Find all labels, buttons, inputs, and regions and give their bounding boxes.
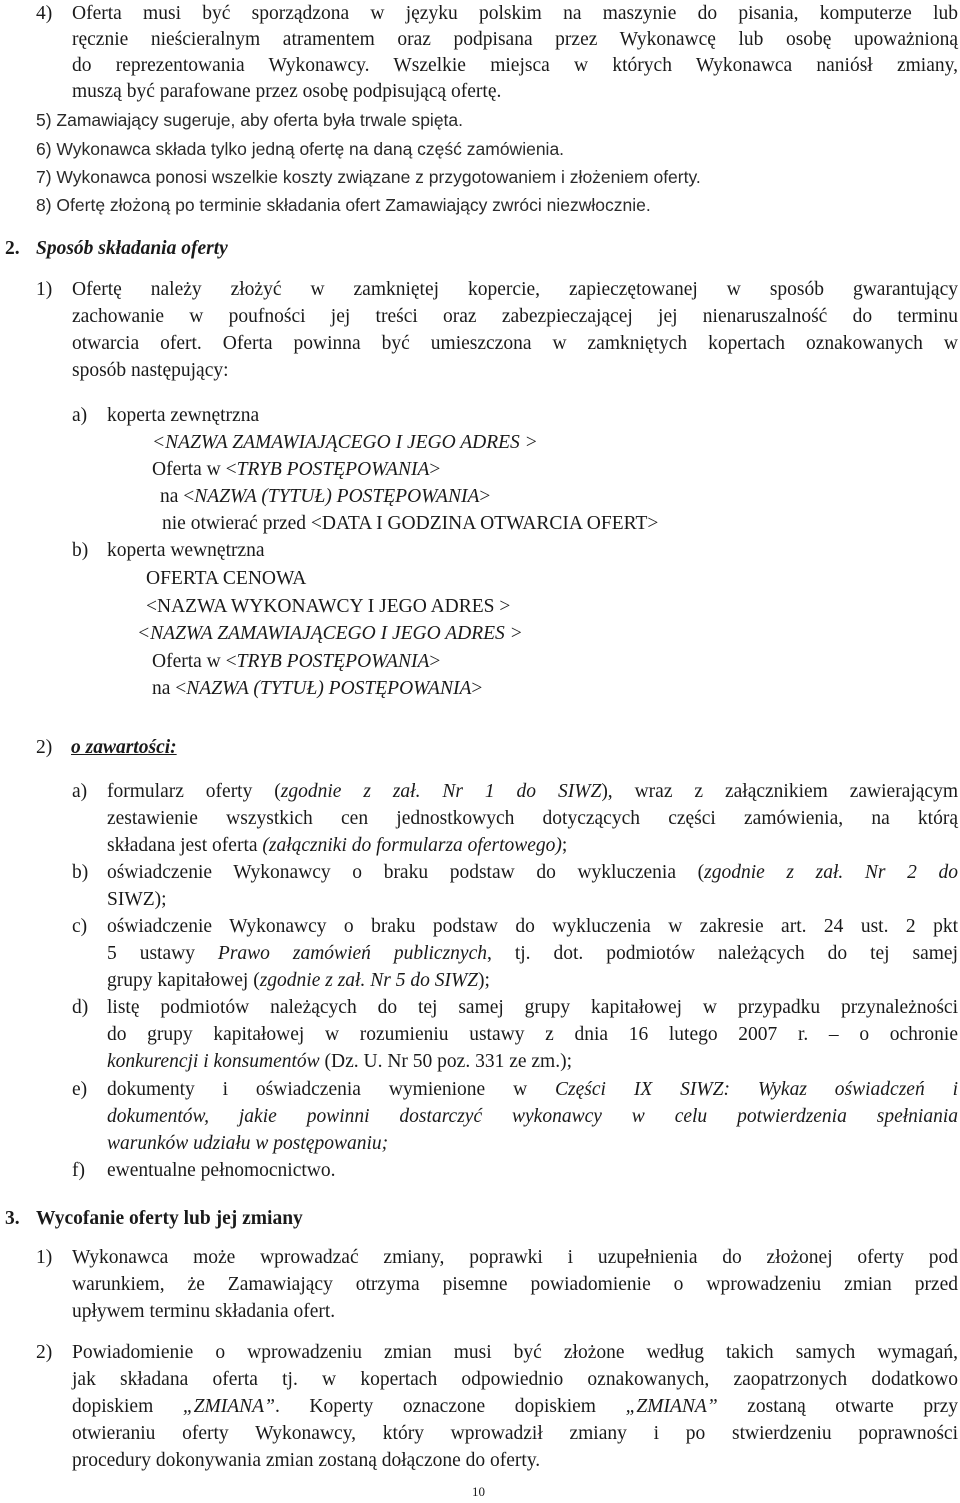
paragraph-line: otwieraniu oferty Wykonawcy, który wprowadził zmiany i po stwierdzeniu poprawności — [72, 1423, 958, 1444]
paragraph-line: ręcznie nieścieralnym atramentem oraz podpisana przez Wykonawcę lub osobę upoważnioną — [72, 29, 958, 50]
paragraph-line: upływem terminu składania ofert. — [72, 1301, 336, 1322]
paragraph-line: dokumentów, jakie powinni dostarczyć wykonawcy w celu potwierdzenia spełniania — [107, 1106, 958, 1127]
item-letter: b) — [72, 862, 89, 883]
paragraph-line: dopiskiem „ZMIANA”. Koperty oznaczone dopiskiem „ZMIANA” zostaną otwarte przy — [72, 1396, 959, 1417]
item-number: 2) — [36, 1342, 53, 1363]
paragraph-line: otwarcia ofert. Oferta powinna być umieszczona w zamkniętych kopertach oznakowanych w — [72, 333, 958, 354]
item-number: 2) — [36, 737, 53, 758]
paragraph-line: zestawienie wszystkich cen jednostkowych dotyczących części zamówienia, na którą — [107, 808, 958, 829]
paragraph-line: muszą być parafowane przez osobę podpisującą ofertę. — [72, 81, 502, 102]
list-item: 8) Ofertę złożoną po terminie składania ofert Zamawiający zwróci niezwłocznie. — [36, 195, 651, 215]
item-number: 1) — [36, 1247, 53, 1268]
paragraph-line: dokumenty i oświadczenia wymienione w Części IX SIWZ: Wykaz oświadczeń i — [107, 1079, 958, 1100]
envelope-label: koperta zewnętrzna — [107, 405, 260, 426]
item-number: 4) — [36, 3, 53, 24]
paragraph-line: formularz oferty (zgodnie z zał. Nr 1 do SIWZ), wraz z załącznikiem zawierającym — [107, 781, 958, 802]
envelope-line: OFERTA CENOWA — [146, 568, 307, 589]
item-letter: d) — [72, 997, 89, 1018]
envelope-line: Oferta w <TRYB POSTĘPOWANIA> — [152, 651, 441, 672]
list-item: 6) Wykonawca składa tylko jedną ofertę na daną część zamówienia. — [36, 139, 565, 159]
envelope-line: na <NAZWA (TYTUŁ) POSTĘPOWANIA> — [152, 678, 483, 699]
paragraph-line: konkurencji i konsumentów (Dz. U. Nr 50 poz. 331 ze zm.); — [107, 1051, 572, 1072]
paragraph-line: Ofertę należy złożyć w zamkniętej kopercie, zapieczętowanej w sposób gwarantujący — [72, 279, 958, 300]
paragraph-line: zachowanie w poufności jej treści oraz zabezpieczającej jej nienaruszalność do terminu — [72, 306, 958, 327]
envelope-line: <NAZWA WYKONAWCY I JEGO ADRES > — [146, 596, 511, 617]
paragraph-line: listę podmiotów należących do tej samej grupy kapitałowej w przypadku przynależności — [107, 997, 958, 1018]
section-heading: Wycofanie oferty lub jej zmiany — [36, 1208, 303, 1229]
paragraph-line: do reprezentowania Wykonawcy. Wszelkie miejsca w których Wykonawca naniósł zmiany, — [72, 55, 958, 76]
paragraph-line: warunków udziału w postępowaniu; — [107, 1133, 389, 1154]
paragraph-line: procedury dokonywania zmian zostaną dołączone do oferty. — [72, 1450, 541, 1471]
paragraph-line: ewentualne pełnomocnictwo. — [107, 1160, 336, 1181]
section-number: 2. — [5, 238, 20, 259]
paragraph-line: oświadczenie Wykonawcy o braku podstaw do wykluczenia (zgodnie z zał. Nr 2 do — [107, 862, 958, 883]
envelope-line: nie otwierać przed <DATA I GODZINA OTWARCIA OFERT> — [162, 513, 659, 534]
item-letter: c) — [72, 916, 88, 937]
paragraph-line: do grupy kapitałowej w rozumieniu ustawy z dnia 16 lutego 2007 r. – o ochronie — [107, 1024, 958, 1045]
section-number: 3. — [5, 1208, 20, 1229]
paragraph-line: grupy kapitałowej (zgodnie z zał. Nr 5 do SIWZ); — [107, 970, 490, 991]
item-letter: a) — [72, 781, 88, 802]
item-number: 1) — [36, 279, 53, 300]
paragraph-line: składana jest oferta (załączniki do formularza ofertowego); — [107, 835, 568, 856]
paragraph-line: SIWZ); — [107, 889, 167, 910]
paragraph-line: jak składana oferta tj. w kopertach odpowiednio oznakowanych, zaopatrzonych dodatkowo — [72, 1369, 958, 1390]
list-item: 7) Wykonawca ponosi wszelkie koszty związane z przygotowaniem i złożeniem oferty. — [36, 167, 701, 187]
envelope-label: koperta wewnętrzna — [107, 540, 265, 561]
subsection-heading: o zawartości: — [71, 737, 177, 758]
item-letter: e) — [72, 1079, 88, 1100]
paragraph-line: Oferta musi być sporządzona w języku polskim na maszynie do pisania, komputerze lub — [72, 3, 958, 24]
item-letter: a) — [72, 405, 88, 426]
paragraph-line: sposób następujący: — [72, 360, 229, 381]
section-heading: Sposób składania oferty — [36, 238, 228, 259]
item-letter: f) — [72, 1160, 85, 1181]
list-item: 5) Zamawiający sugeruje, aby oferta była trwale spięta. — [36, 110, 464, 130]
paragraph-line: 5 ustawy Prawo zamówień publicznych, tj. dot. podmiotów należących do tej samej — [107, 943, 958, 964]
paragraph-line: oświadczenie Wykonawcy o braku podstaw do wykluczenia w zakresie art. 24 ust. 2 pkt — [107, 916, 958, 937]
paragraph-line: Powiadomienie o wprowadzeniu zmian musi być złożone według takich samych wymagań, — [72, 1342, 958, 1363]
paragraph-line: Wykonawca może wprowadzać zmiany, poprawki i uzupełnienia do złożonej oferty pod — [72, 1247, 958, 1268]
envelope-line: <NAZWA ZAMAWIAJĄCEGO I JEGO ADRES > — [152, 432, 538, 453]
page-number: 10 — [472, 1484, 485, 1499]
envelope-line: na <NAZWA (TYTUŁ) POSTĘPOWANIA> — [160, 486, 491, 507]
item-letter: b) — [72, 540, 89, 561]
envelope-line: <NAZWA ZAMAWIAJĄCEGO I JEGO ADRES > — [137, 623, 523, 644]
envelope-line: Oferta w <TRYB POSTĘPOWANIA> — [152, 459, 441, 480]
paragraph-line: warunkiem, że Zamawiający otrzyma pisemne powiadomienie o wprowadzeniu zmian przed — [72, 1274, 958, 1295]
